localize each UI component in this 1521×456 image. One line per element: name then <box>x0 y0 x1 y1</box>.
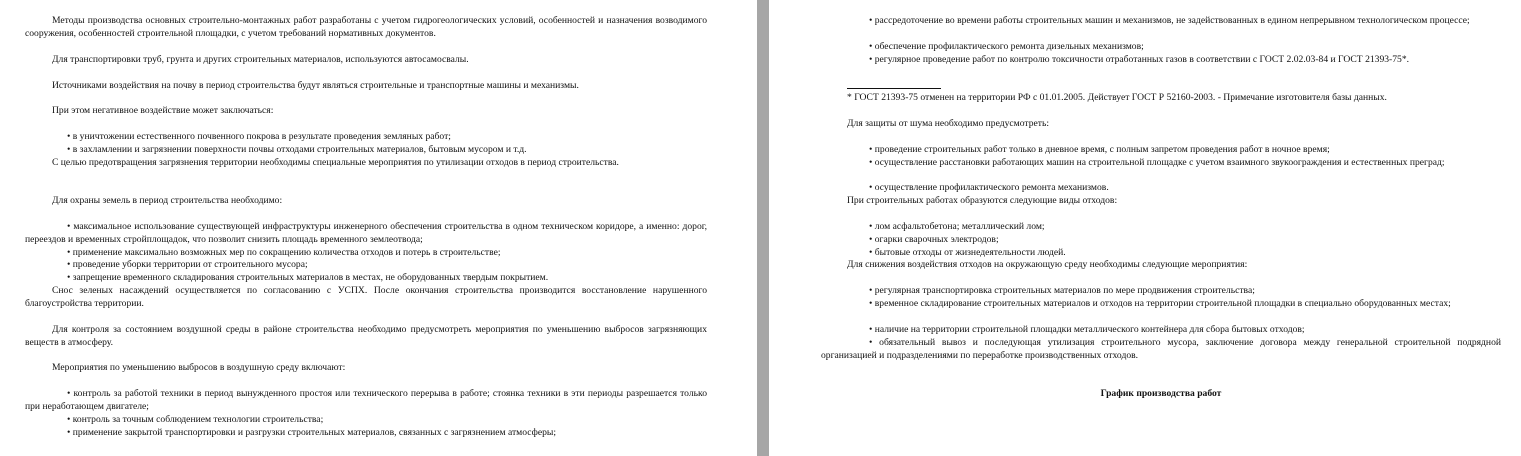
list-item: • в уничтожении естественного почвенного покрова в результате проведения земляных работ; <box>67 131 451 142</box>
list-item: • максимальное использование существующей инфраструктуры инженерного обеспечения строительства в одном техническом коридоре, а именно: дорог, переездов и временных стройплощадок, что позволит снизить площадь временного землеотвода; <box>25 221 707 245</box>
paragraph: Для защиты от шума необходимо предусмотреть: <box>847 118 1050 129</box>
list-item: • бытовые отходы от жизнедеятельности людей. <box>869 247 1066 258</box>
list-item: • осуществление профилактического ремонта механизмов. <box>869 182 1109 193</box>
footnote-separator <box>847 88 941 89</box>
paragraph: Снос зеленых насаждений осуществляется по согласованию с УСПХ. После окончания строительства производится восстановление нарушенного благоустройства территории. <box>25 285 707 309</box>
list-item: • регулярное проведение работ по контролю токсичности отработанных газов в соответствии с ГОСТ 2.02.03-84 и ГОСТ 21393-75*. <box>869 54 1410 65</box>
list-item: • проведение уборки территории от строительного мусора; <box>67 259 308 270</box>
list-item: • контроль за работой техники в период вынужденного простоя или технического перерыва в работе; стоянка техники в эти периоды разрешается только при неработающем двигателе; <box>25 388 707 412</box>
left-page <box>0 0 757 456</box>
list-item: • обеспечение профилактического ремонта дизельных механизмов; <box>869 41 1144 52</box>
list-item: • регулярная транспортировка строительных материалов по мере продвижения строительства; <box>869 285 1255 296</box>
right-page <box>769 0 1521 456</box>
list-item: • контроль за точным соблюдением технологии строительства; <box>67 414 324 425</box>
list-item: • обязательный вывоз и последующая утилизация строительного мусора, заключение договора между генеральной строительной подрядной организацией и подразделениями по переработке производственных отходов. <box>821 337 1501 361</box>
list-item: • проведение строительных работ только в дневное время, с полным запретом проведения работ в ночное время; <box>869 144 1330 155</box>
paragraph: С целью предотвращения загрязнения территории необходимы специальные мероприятия по утилизации отходов в период строительства. <box>52 157 619 168</box>
list-item: • огарки сварочных электродов; <box>869 234 999 245</box>
list-item: • временное складирование строительных материалов и отходов на территории строительной площадки в специально оборудованных местах; <box>869 298 1451 309</box>
page-divider <box>757 0 769 456</box>
list-item: • осуществление расстановки работающих машин на строительной площадке с учетом взаимного звукоограждения и естественных преград; <box>869 157 1445 168</box>
footnote: * ГОСТ 21393-75 отменен на территории РФ с 01.01.2005. Действует ГОСТ Р 52160-2003. - Примечание изготовителя базы данных. <box>847 92 1387 103</box>
paragraph: При строительных работах образуются следующие виды отходов: <box>847 195 1118 206</box>
paragraph: Методы производства основных строительно-монтажных работ разработаны с учетом гидрогеологических условий, особенностей и назначения возводимого сооружения, особенностей строительной площадки, с учетом требований нормативных документов. <box>25 15 707 39</box>
paragraph: Источниками воздействия на почву в период строительства будут являться строительные и транспортные машины и механизмы. <box>52 80 579 91</box>
list-item: • в захламлении и загрязнении поверхности почвы отходами строительных материалов, бытовым мусором и т.д. <box>67 144 527 155</box>
list-item: • рассредоточение во времени работы строительных машин и механизмов, не задействованных в едином непрерывном технологическом процессе; <box>869 15 1470 26</box>
paragraph: Для транспортировки труб, грунта и других строительных материалов, используются автосамосвалы. <box>52 54 469 65</box>
list-item: • применение закрытой транспортировки и разгрузки строительных материалов, связанных с загрязнением атмосферы; <box>67 427 557 438</box>
list-item: • наличие на территории строительной площадки металлического контейнера для сбора бытовых отходов; <box>869 324 1305 335</box>
section-heading: График производства работ <box>1100 388 1222 399</box>
list-item: • лом асфальтобетона; металлический лом; <box>869 221 1045 232</box>
list-item: • запрещение временного складирования строительных материалов в местах, не оборудованных твердым покрытием. <box>67 272 549 283</box>
paragraph: Для контроля за состоянием воздушной среды в районе строительства необходимо предусмотреть мероприятия по уменьшению выбросов загрязняющих веществ в атмосферу. <box>25 324 707 348</box>
paragraph: Для снижения воздействия отходов на окружающую среду необходимы следующие мероприятия: <box>847 259 1248 270</box>
paragraph: Для охраны земель в период строительства необходимо: <box>52 195 283 206</box>
paragraph: При этом негативное воздействие может заключаться: <box>52 105 274 116</box>
list-item: • применение максимально возможных мер по сокращению количества отходов и потерь в строительстве; <box>67 247 501 258</box>
paragraph: Мероприятия по уменьшению выбросов в воздушную среду включают: <box>52 362 346 373</box>
